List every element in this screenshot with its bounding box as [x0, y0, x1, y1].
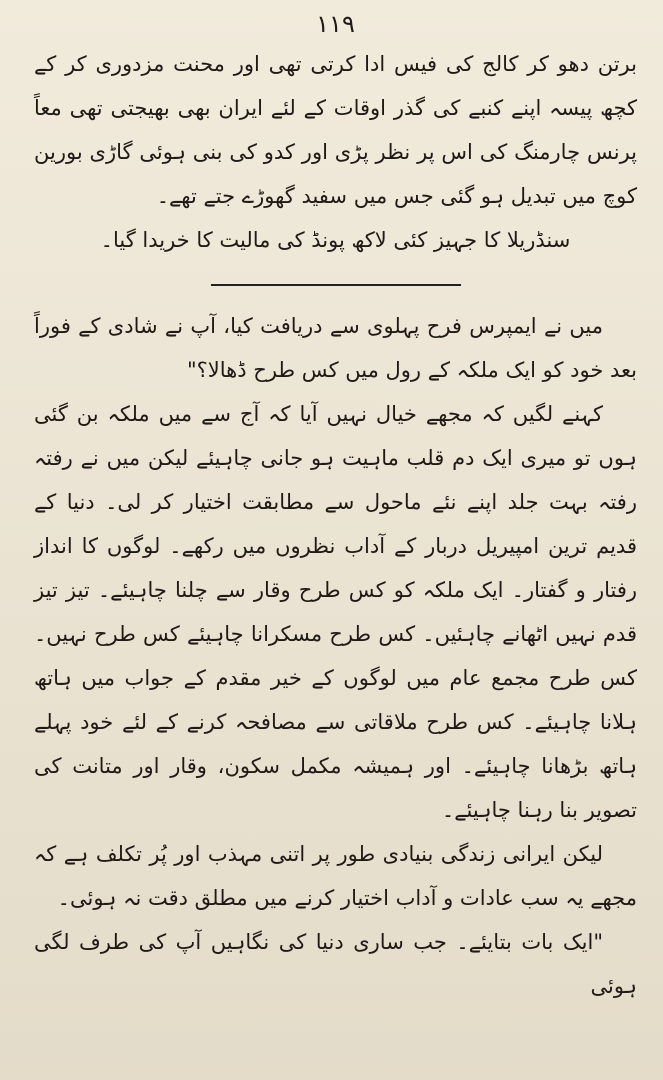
- paragraph-next-question: "ایک بات بتایئے۔ جب ساری دنیا کی نگاہیں آپ کی طرف لگی ہوئی: [34, 930, 637, 998]
- page-number: ۱۱۹: [316, 10, 355, 38]
- paragraph-iranian-life: لیکن ایرانی زندگی بنیادی طور پر اتنی مہذب اور پُر تکلف ہے کہ مجھے یہ سب عادات و آداب اختیار کرنے میں مطلق دقت نہ ہوئی۔: [34, 842, 637, 910]
- paragraph-cinderella: برتن دھو کر کالج کی فیس ادا کرتی تھی اور محنت مزدوری کر کے کچھ پیسہ اپنے کنبے کی گذر اوقات کے لئے ایران بھی بھیجتی تھی معاً پرنس چارمنگ کی اس پر نظر پڑی اور کدو کی بنی ہوئی گاڑی بورین کوچ میں تبدیل ہو گئی جس میں سفید گھوڑے جتے تھے۔: [34, 52, 637, 208]
- paragraph-answer: کہنے لگیں کہ مجھے خیال نہیں آیا کہ آج سے میں ملکہ بن گئی ہوں تو میری ایک دم قلب ماہیت ہو جانی چاہیئے لیکن میں نے رفتہ رفتہ بہت جلد اپنے نئے ماحول سے مطابقت اختیار کر لی۔ دنیا کے قدیم ترین امپیریل دربار کے آداب نظروں میں رکھے۔ لوگوں کا انداز رفتار و گفتار۔ ایک ملکہ کو کس طرح وقار سے چلنا چاہیئے۔ تیز تیز قدم نہیں اٹھانے چاہئیں۔ کس طرح مسکرانا چاہیئے کس طرح نہیں۔ کس طرح مجمع عام میں لوگوں کے خیر مقدم کے جواب میں ہاتھ ہلانا چاہیئے۔ کس طرح ملاقاتی سے مصافحہ کرنے کے لئے خود پہلے ہاتھ بڑھانا چاہیئے۔ اور ہمیشہ مکمل سکون، وقار اور متانت کی تصویر بنا رہنا چاہیئے۔: [34, 402, 637, 822]
- paragraph-dowry: سنڈریلا کا جہیز کئی لاکھ پونڈ کی مالیت کا خریدا گیا۔: [100, 228, 571, 252]
- section-divider: [211, 284, 461, 286]
- paragraph-question: میں نے ایمپرس فرح پہلوی سے دریافت کیا، آپ نے شادی کے فوراً بعد خود کو ایک ملکہ کے رول میں کس طرح ڈھالا؟": [34, 314, 637, 382]
